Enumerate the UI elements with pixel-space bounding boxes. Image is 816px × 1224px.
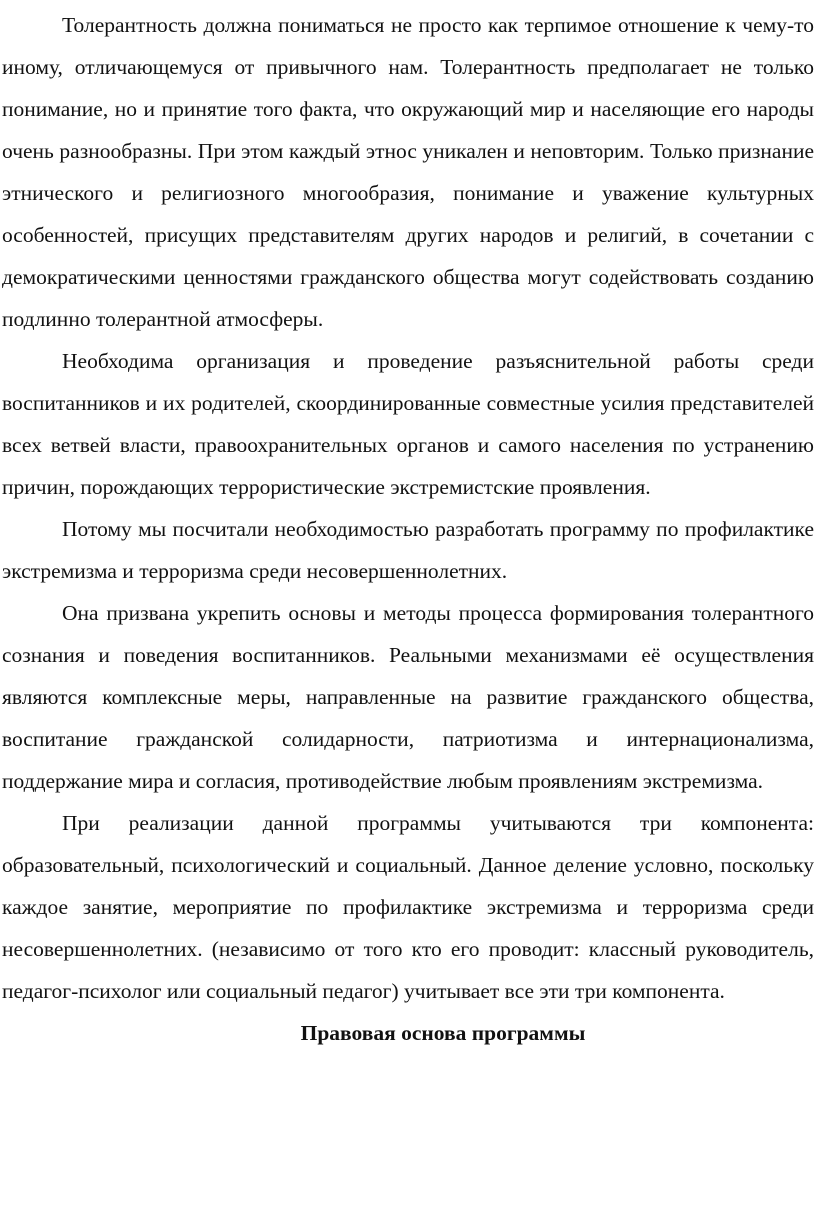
paragraph-tolerance-definition: Толерантность должна пониматься не просто как терпимое отношение к чему-то иному, отличающемуся от привычного нам. Толерантность предполагает не только понимание, но и принятие того факта, что окружающий мир и населяющие его народы очень разнообразны. При этом каждый этнос уникален и неповторим. Только признание этнического и религиозного многообразия, понимание и уважение культурных особенностей, присущих представителям других народов и религий, в сочетании с демократическими ценностями гражданского общества могут содействовать созданию подлинно толерантной атмосферы.: [2, 13, 814, 331]
paragraph-explanatory-work: Необходима организация и проведение разъяснительной работы среди воспитанников и их родителей, скоординированные совместные усилия представителей всех ветвей власти, правоохранительных органов и самого населения по устранению причин, порождающих террористические экстремистские проявления.: [2, 349, 814, 499]
paragraph-program-mechanisms: Она призвана укрепить основы и методы процесса формирования толерантного сознания и поведения воспитанников. Реальными механизмами её осуществления являются комплексные меры, направленные на развитие гражданского общества, воспитание гражданской солидарности, патриотизма и интернационализма, поддержание мира и согласия, противодействие любым проявлениям экстремизма.: [2, 601, 814, 793]
paragraph-program-components: При реализации данной программы учитываются три компонента: образовательный, психологический и социальный. Данное деление условно, поскольку каждое занятие, мероприятие по профилактике экстремизма и терроризма среди несовершеннолетних. (независимо от того кто его проводит: классный руководитель, педагог-психолог или социальный педагог) учитывает все эти три компонента.: [2, 811, 814, 1003]
paragraph-program-purpose: Потому мы посчитали необходимостью разработать программу по профилактике экстремизма и терроризма среди несовершеннолетних.: [2, 517, 814, 583]
section-heading: Правовая основа программы: [300, 1021, 586, 1045]
